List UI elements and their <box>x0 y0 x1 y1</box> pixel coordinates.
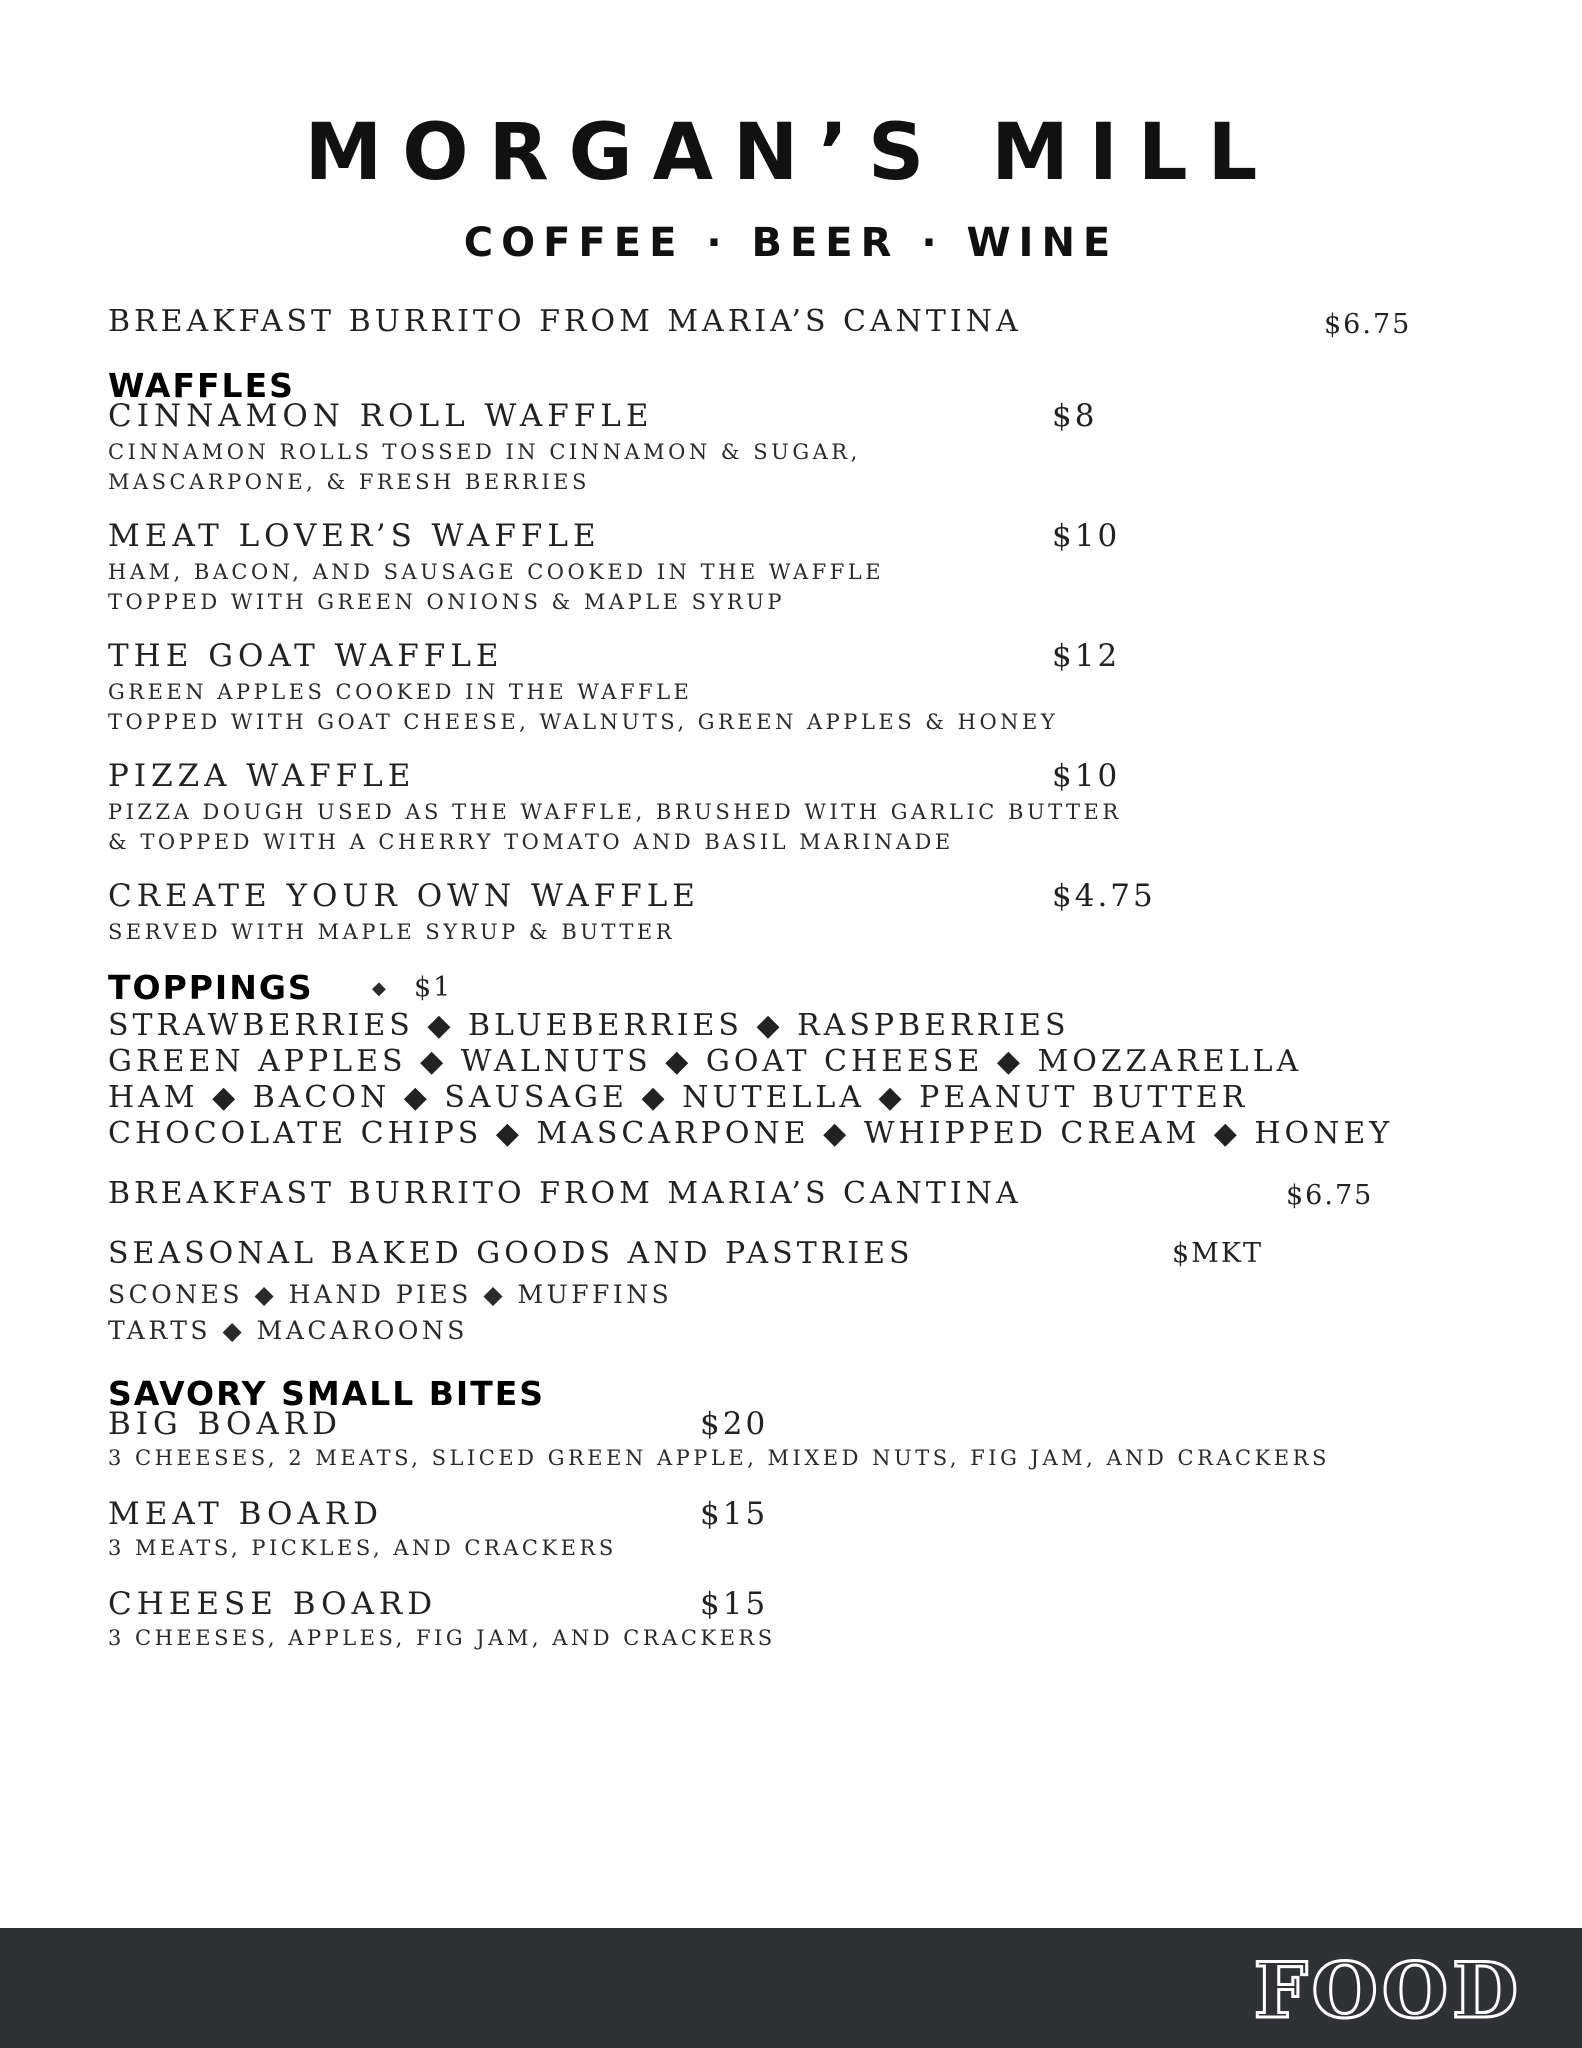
toppings-heading: TOPPINGS <box>108 968 314 1007</box>
waffle-item-name: MEAT LOVER’S WAFFLE <box>108 518 601 554</box>
savory-item-name: CHEESE BOARD <box>108 1586 438 1622</box>
waffle-item-name: THE GOAT WAFFLE <box>108 638 504 674</box>
toppings-line: GREEN APPLES ◆ WALNUTS ◆ GOAT CHEESE ◆ MOZZARELLA <box>108 1044 1303 1079</box>
burrito-mid-price: $6.75 <box>1286 1180 1374 1211</box>
savory-item-price: $20 <box>700 1406 769 1442</box>
restaurant-subtitle: COFFEE · BEER · WINE <box>463 220 1119 266</box>
baked-goods-price: $MKT <box>1172 1238 1264 1269</box>
savory-item-desc: 3 CHEESES, APPLES, FIG JAM, AND CRACKERS <box>108 1626 776 1650</box>
waffle-item-desc: GREEN APPLES COOKED IN THE WAFFLE <box>108 680 693 704</box>
waffle-item-desc: HAM, BACON, AND SAUSAGE COOKED IN THE WAFFLE <box>108 560 885 584</box>
baked-goods-line: SCONES ◆ HAND PIES ◆ MUFFINS <box>108 1280 673 1309</box>
waffle-item-desc: CINNAMON ROLLS TOSSED IN CINNAMON & SUGAR, <box>108 440 861 464</box>
savory-item-desc: 3 CHEESES, 2 MEATS, SLICED GREEN APPLE, MIXED NUTS, FIG JAM, AND CRACKERS <box>108 1446 1330 1470</box>
savory-heading: SAVORY SMALL BITES <box>108 1374 546 1413</box>
waffle-item-name: CREATE YOUR OWN WAFFLE <box>108 878 700 914</box>
savory-item-price: $15 <box>700 1586 769 1622</box>
waffle-item-price: $10 <box>1052 758 1121 794</box>
toppings-line: STRAWBERRIES ◆ BLUEBERRIES ◆ RASPBERRIES <box>108 1008 1070 1043</box>
baked-goods-line: TARTS ◆ MACAROONS <box>108 1316 468 1345</box>
waffle-item-price: $10 <box>1052 518 1121 554</box>
savory-item-name: MEAT BOARD <box>108 1496 383 1532</box>
waffle-item-desc: TOPPED WITH GREEN ONIONS & MAPLE SYRUP <box>108 590 786 614</box>
toppings-separator: ◆ <box>372 978 390 999</box>
waffles-heading: WAFFLES <box>108 366 295 405</box>
toppings-line: HAM ◆ BACON ◆ SAUSAGE ◆ NUTELLA ◆ PEANUT BUTTER <box>108 1080 1249 1115</box>
waffle-item-price: $4.75 <box>1052 878 1156 914</box>
waffle-item-price: $8 <box>1052 398 1098 434</box>
waffle-item-desc: MASCARPONE, & FRESH BERRIES <box>108 470 590 494</box>
burrito-mid-name: BREAKFAST BURRITO FROM MARIA’S CANTINA <box>108 1176 1022 1211</box>
waffle-item-desc: & TOPPED WITH A CHERRY TOMATO AND BASIL MARINADE <box>108 830 954 854</box>
waffle-item-name: PIZZA WAFFLE <box>108 758 416 794</box>
toppings-line: CHOCOLATE CHIPS ◆ MASCARPONE ◆ WHIPPED CREAM ◆ HONEY <box>108 1116 1394 1151</box>
baked-goods-name: SEASONAL BAKED GOODS AND PASTRIES <box>108 1236 914 1271</box>
waffle-item-desc: SERVED WITH MAPLE SYRUP & BUTTER <box>108 920 676 944</box>
waffle-item-price: $12 <box>1052 638 1121 674</box>
waffle-item-desc: TOPPED WITH GOAT CHEESE, WALNUTS, GREEN APPLES & HONEY <box>108 710 1059 734</box>
burrito-top-price: $6.75 <box>1324 309 1412 340</box>
savory-item-price: $15 <box>700 1496 769 1532</box>
burrito-top-name: BREAKFAST BURRITO FROM MARIA’S CANTINA <box>108 304 1022 339</box>
restaurant-title: MORGAN’S MILL <box>304 108 1278 198</box>
footer-food-label: FOOD <box>1253 1946 1522 2035</box>
savory-item-desc: 3 MEATS, PICKLES, AND CRACKERS <box>108 1536 617 1560</box>
savory-item-name: BIG BOARD <box>108 1406 342 1442</box>
waffle-item-desc: PIZZA DOUGH USED AS THE WAFFLE, BRUSHED WITH GARLIC BUTTER <box>108 800 1122 824</box>
footer-bar <box>0 1928 1582 2048</box>
waffle-item-name: CINNAMON ROLL WAFFLE <box>108 398 654 434</box>
toppings-price: $1 <box>414 972 453 1003</box>
